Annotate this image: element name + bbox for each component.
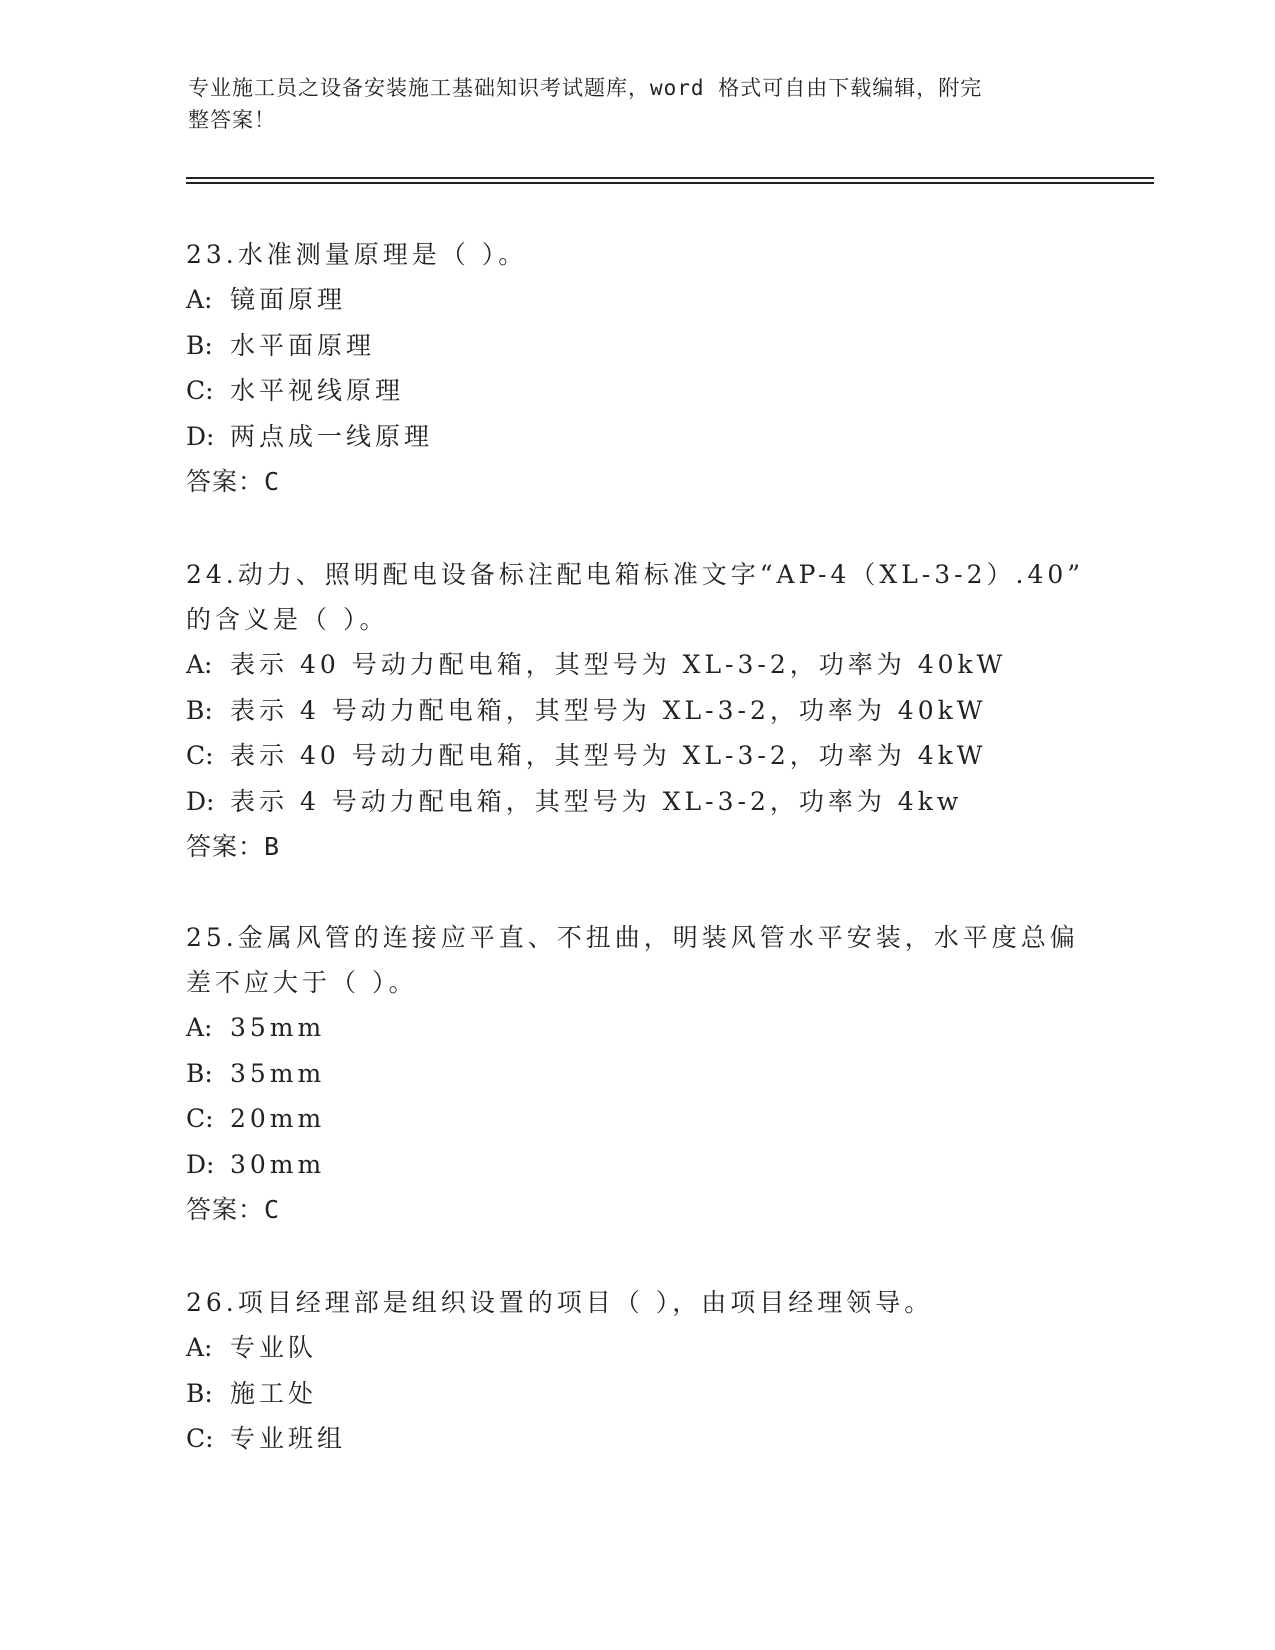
option-a — [186, 1325, 1106, 1371]
question-24 — [186, 552, 1106, 870]
option-text: 35mm — [230, 1058, 326, 1088]
question-stem-continued: 差不应大于（ ）。 — [186, 968, 418, 997]
option-letter: C: — [186, 376, 214, 405]
option-text: 专业队 — [230, 1333, 318, 1362]
option-text: 表示 4 号动力配电箱，其型号为 XL-3-2，功率为 40kW — [230, 695, 987, 725]
option-text: 20mm — [230, 1104, 326, 1133]
option-text: 30mm — [230, 1149, 326, 1179]
option-text: 水平视线原理 — [230, 376, 405, 405]
option-text: 两点成一线原理 — [230, 421, 434, 451]
option-c — [186, 368, 1106, 414]
option-letter: B: — [186, 695, 213, 725]
option-a — [186, 642, 1106, 688]
answer-line: 答案：C — [186, 467, 281, 496]
option-d — [186, 779, 1106, 825]
option-text: 施工处 — [230, 1378, 318, 1408]
question-stem: 25.金属风管的连接应平直、不扭曲，明装风管水平安装，水平度总偏 — [186, 923, 1079, 952]
header-divider-bottom — [186, 182, 1154, 184]
option-letter: C: — [186, 741, 214, 770]
question-26 — [186, 1280, 1106, 1462]
question-stem: 24.动力、照明配电设备标注配电箱标准文字“AP-4（XL-3-2）.40” — [186, 560, 1085, 589]
question-stem: 23.水准测量原理是（ ）。 — [186, 240, 528, 269]
header-line: 整答案！ — [188, 108, 276, 132]
option-d — [186, 1142, 1106, 1188]
option-b — [186, 1371, 1106, 1417]
option-d — [186, 414, 1106, 460]
header-divider-top — [186, 177, 1154, 179]
answer-line: 答案：C — [186, 1195, 281, 1224]
option-text: 表示 4 号动力配电箱，其型号为 XL-3-2，功率为 4kw — [230, 786, 963, 816]
option-letter: C: — [186, 1424, 214, 1453]
header-line: 专业施工员之设备安装施工基础知识考试题库，word 格式可自由下载编辑，附完 — [188, 76, 983, 100]
option-letter: C: — [186, 1104, 214, 1133]
option-letter: B: — [186, 330, 213, 360]
option-text: 表示 40 号动力配电箱，其型号为 XL-3-2，功率为 4kW — [230, 741, 987, 770]
option-a — [186, 277, 1106, 323]
option-text: 35mm — [230, 1013, 326, 1042]
option-letter: D: — [186, 786, 215, 816]
option-b — [186, 688, 1106, 734]
option-c — [186, 1096, 1106, 1142]
option-text: 镜面原理 — [230, 285, 347, 314]
option-letter: A: — [186, 1013, 213, 1042]
answer-line: 答案：B — [186, 832, 281, 861]
option-text: 水平面原理 — [230, 330, 376, 360]
option-letter: B: — [186, 1378, 213, 1408]
question-23 — [186, 232, 1106, 505]
question-25 — [186, 915, 1106, 1233]
option-text: 表示 40 号动力配电箱，其型号为 XL-3-2，功率为 40kW — [230, 650, 1007, 679]
option-a — [186, 1005, 1106, 1051]
option-text: 专业班组 — [230, 1424, 347, 1453]
option-letter: D: — [186, 1149, 215, 1179]
option-c — [186, 733, 1106, 779]
question-stem: 26.项目经理部是组织设置的项目（ ），由项目经理领导。 — [186, 1288, 934, 1317]
option-letter: A: — [186, 285, 213, 314]
option-letter: A: — [186, 650, 213, 679]
option-b — [186, 323, 1106, 369]
question-stem-continued: 的含义是（ ）。 — [186, 605, 389, 634]
option-letter: B: — [186, 1058, 213, 1088]
option-letter: A: — [186, 1333, 213, 1362]
option-c — [186, 1416, 1106, 1462]
option-letter: D: — [186, 421, 215, 451]
option-b — [186, 1051, 1106, 1097]
document-header — [188, 72, 1068, 136]
